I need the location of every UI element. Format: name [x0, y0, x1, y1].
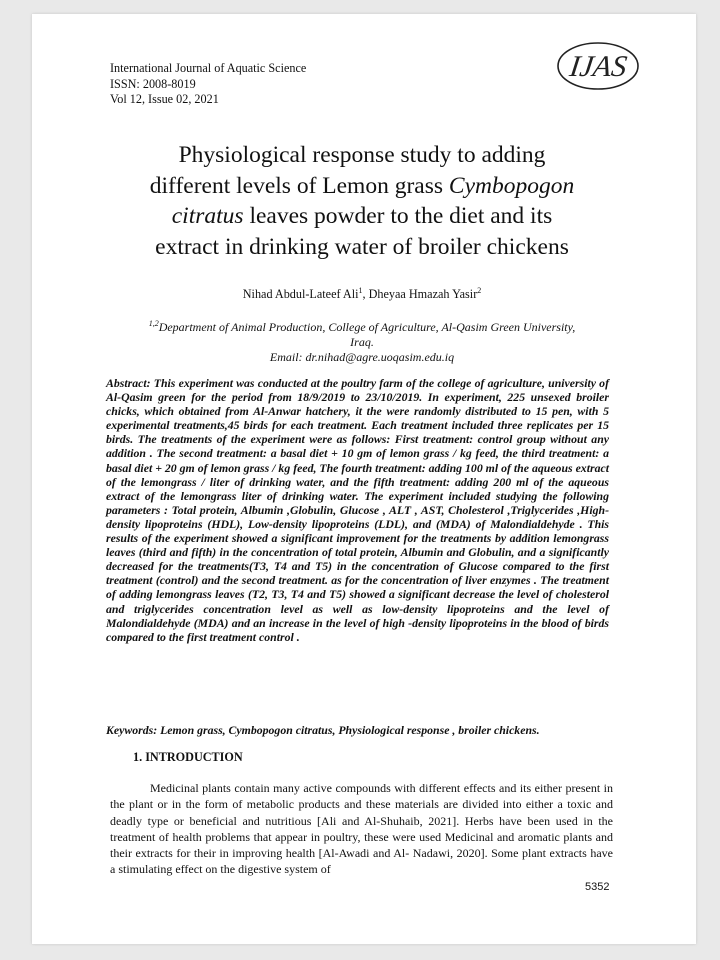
title-line-3: citratus leaves powder to the diet and its — [171, 203, 553, 229]
introduction-paragraph: Medicinal plants contain many active compounds with different effects and its either present in the plant or in the form of metabolic products and these materials are divided into either a toxic and deadly type or beneficial and nutritious [Ali and Al-Shuhaib, 2021]. Herbs have been used in the treatment of health problems that appear in poultry, these were used Medicinal and aromatic plants and their extracts for their in improving health [Al-Awadi and Al- Nadawi, 2020]. Some plant extracts have a stimulating effect on the digestive system of — [110, 781, 613, 877]
author-2-affil: 2 — [477, 286, 482, 295]
affiliation-marker: 1,2 — [148, 319, 159, 328]
affiliation-line-2: Iraq. — [350, 335, 374, 349]
logo-text: IJAS — [567, 49, 630, 83]
journal-volume: Vol 12, Issue 02, 2021 — [110, 92, 219, 106]
journal-header — [110, 61, 306, 108]
author-1: Nihad Abdul-Lateef Ali — [242, 287, 359, 302]
journal-logo — [556, 40, 640, 92]
title-species-epithet: citratus — [171, 203, 244, 229]
title-species-genus: Cymbopogon — [448, 172, 575, 199]
title-line-2: different levels of Lemon grass Cymbopogon — [149, 172, 575, 199]
affiliation-line-1: Department of Animal Production, College of Agriculture, Al-Qasim Green University, — [158, 320, 576, 334]
paper-page — [32, 14, 696, 944]
journal-issn: ISSN: 2008-8019 — [110, 76, 196, 91]
abstract: Abstract: This experiment was conducted at the poultry farm of the college of agriculture, university of Al-Qasim green for the period from 18/9/2019 to 23/10/2019. In experiment, 225 unsexed broiler chicks, which obtained from Al-Anwar hatchery, it the were randomly distributed to 15 pen, with 5 experimental treatments,45 birds for each treatment. Each treatment included three replicates per 15 birds. The treatments of the experiment were as follows: First treatment: control group without any addition . The second treatment: a basal diet + 10 gm of lemon grass / kg feed, the third treatment: a basal diet + 20 gm of lemon grass / kg feed, The fourth treatment: adding 100 ml of the aqueous extract of the lemongrass / liter of drinking water, and the fifth treatment: adding 200 ml of the aqueous extract of the lemongrass liter of drinking water. The experiment included studying the following parameters : Total protein, Albumin ,Globulin, Glucose , ALT , AST, Cholesterol ,Triglycerides ,High-density lipoproteins (HDL), Low-density lipoproteins (LDL), and (MDA) of Malondialdehyde . This results of the experiment showed a significant improvement for the treatments by addition lemongrass leaves (third and fifth) in the concentration of total protein, Albumin and Globulin, and a significantly decreased for the treatments(T3, T4 and T5) in the concentration of Glucose compared to the first treatment (control) and the second treatment. as for the concentration of liver enzymes . The treatment of adding lemongrass leaves (T2, T3, T4 and T5) showed a significant decrease the level of cholesterol and triglycerides concentration level as well as low-density lipoproteins and the level of Malondialdehyde (MDA) and an increase in the level of high -density lipoproteins in the blood of birds compared to the first treatment control . — [106, 376, 609, 644]
author-1-affil: 1 — [358, 286, 363, 295]
title-line-4: extract in drinking water of broiler chickens — [155, 233, 569, 260]
affiliation — [122, 316, 602, 365]
section-heading-introduction: 1. INTRODUCTION — [133, 750, 243, 764]
journal-name: International Journal of Aquatic Science — [110, 61, 307, 75]
author-list: Nihad Abdul-Lateef Ali$^1$, Dheyaa Hmazah Yasir$^2$ — [242, 286, 482, 302]
paper-title — [92, 140, 632, 262]
title-line-1: Physiological response study to adding — [178, 142, 546, 168]
contact-email: Email: dr.nihad@agre.uoqasim.edu.iq — [269, 350, 455, 364]
keywords: Keywords: Lemon grass, Cymbopogon citratus, Physiological response , broiler chickens. — [106, 723, 540, 737]
page-number: 5352 — [585, 881, 610, 893]
author-2: Dheyaa Hmazah Yasir — [368, 287, 478, 302]
